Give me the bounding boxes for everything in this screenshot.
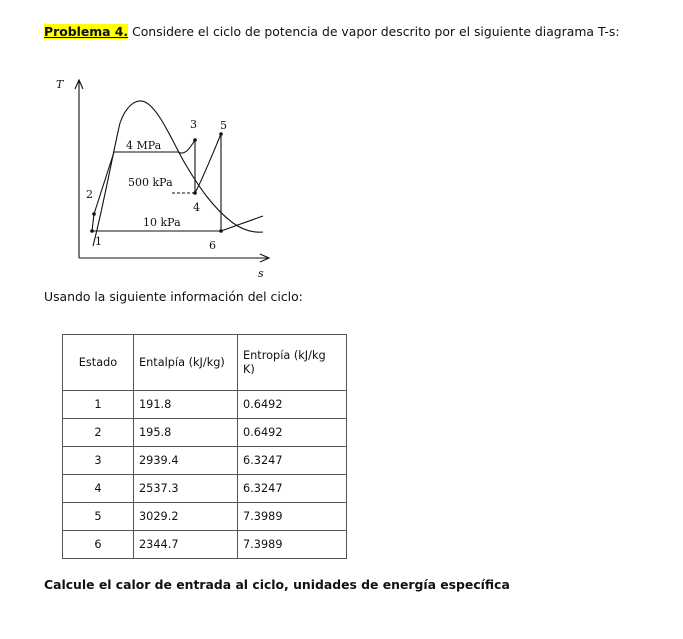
state-4-label: 4 bbox=[193, 201, 200, 214]
cell-entropia: 6.3247 bbox=[238, 475, 347, 503]
cell-estado: 3 bbox=[63, 447, 134, 475]
state-6-label: 6 bbox=[209, 239, 216, 252]
cell-estado: 1 bbox=[63, 391, 134, 419]
table-row bbox=[63, 475, 347, 503]
label-10kpa: 10 kPa bbox=[143, 216, 181, 229]
header-entropia: Entropía (kJ/kg K) bbox=[238, 335, 347, 391]
header-estado: Estado bbox=[63, 335, 134, 391]
problem-statement bbox=[44, 23, 620, 41]
cell-entropia: 7.3989 bbox=[238, 503, 347, 531]
state-6-point bbox=[219, 229, 223, 233]
superheat-line bbox=[178, 140, 195, 153]
state-3-label: 3 bbox=[190, 118, 197, 131]
pump-line bbox=[92, 214, 94, 231]
cell-entropia: 0.6492 bbox=[238, 419, 347, 447]
liquid-heating bbox=[94, 152, 114, 214]
state-1-point bbox=[90, 229, 94, 233]
table-row bbox=[63, 447, 347, 475]
cell-entropia: 0.6492 bbox=[238, 391, 347, 419]
state-2-point bbox=[92, 212, 96, 216]
state-4-point bbox=[193, 191, 197, 195]
reheat-line bbox=[195, 134, 221, 193]
question-text: Calcule el calor de entrada al ciclo, unidades de energía específica bbox=[44, 577, 510, 592]
cell-entropia: 7.3989 bbox=[238, 531, 347, 559]
cell-estado: 4 bbox=[63, 475, 134, 503]
table-header-row bbox=[63, 335, 347, 391]
state-5-label: 5 bbox=[220, 119, 227, 132]
ts-diagram bbox=[48, 68, 288, 283]
table-row bbox=[63, 503, 347, 531]
label-500kpa: 500 kPa bbox=[128, 176, 173, 189]
state-2-label: 2 bbox=[86, 188, 93, 201]
cell-estado: 5 bbox=[63, 503, 134, 531]
intro-text: Usando la siguiente información del ciclo: bbox=[44, 289, 303, 304]
state-5-point bbox=[219, 132, 223, 136]
state-3-point bbox=[193, 138, 197, 142]
header-entalpia: Entalpía (kJ/kg) bbox=[134, 335, 238, 391]
problem-text: Considere el ciclo de potencia de vapor descrito por el siguiente diagrama T-s: bbox=[128, 24, 620, 39]
cell-entalpia: 2537.3 bbox=[134, 475, 238, 503]
cell-entalpia: 195.8 bbox=[134, 419, 238, 447]
cycle-data-table bbox=[62, 334, 347, 559]
table-row bbox=[63, 531, 347, 559]
t-axis-label: T bbox=[56, 78, 64, 91]
cell-entalpia: 191.8 bbox=[134, 391, 238, 419]
state-1-label: 1 bbox=[95, 235, 102, 248]
table-row bbox=[63, 391, 347, 419]
problem-label: Problema 4. bbox=[44, 24, 129, 39]
cell-entalpia: 2344.7 bbox=[134, 531, 238, 559]
label-4mpa: 4 MPa bbox=[126, 139, 162, 152]
s-axis-label: s bbox=[258, 267, 264, 280]
table-row bbox=[63, 419, 347, 447]
cell-entropia: 6.3247 bbox=[238, 447, 347, 475]
cell-entalpia: 2939.4 bbox=[134, 447, 238, 475]
cell-estado: 6 bbox=[63, 531, 134, 559]
cell-estado: 2 bbox=[63, 419, 134, 447]
cell-entalpia: 3029.2 bbox=[134, 503, 238, 531]
